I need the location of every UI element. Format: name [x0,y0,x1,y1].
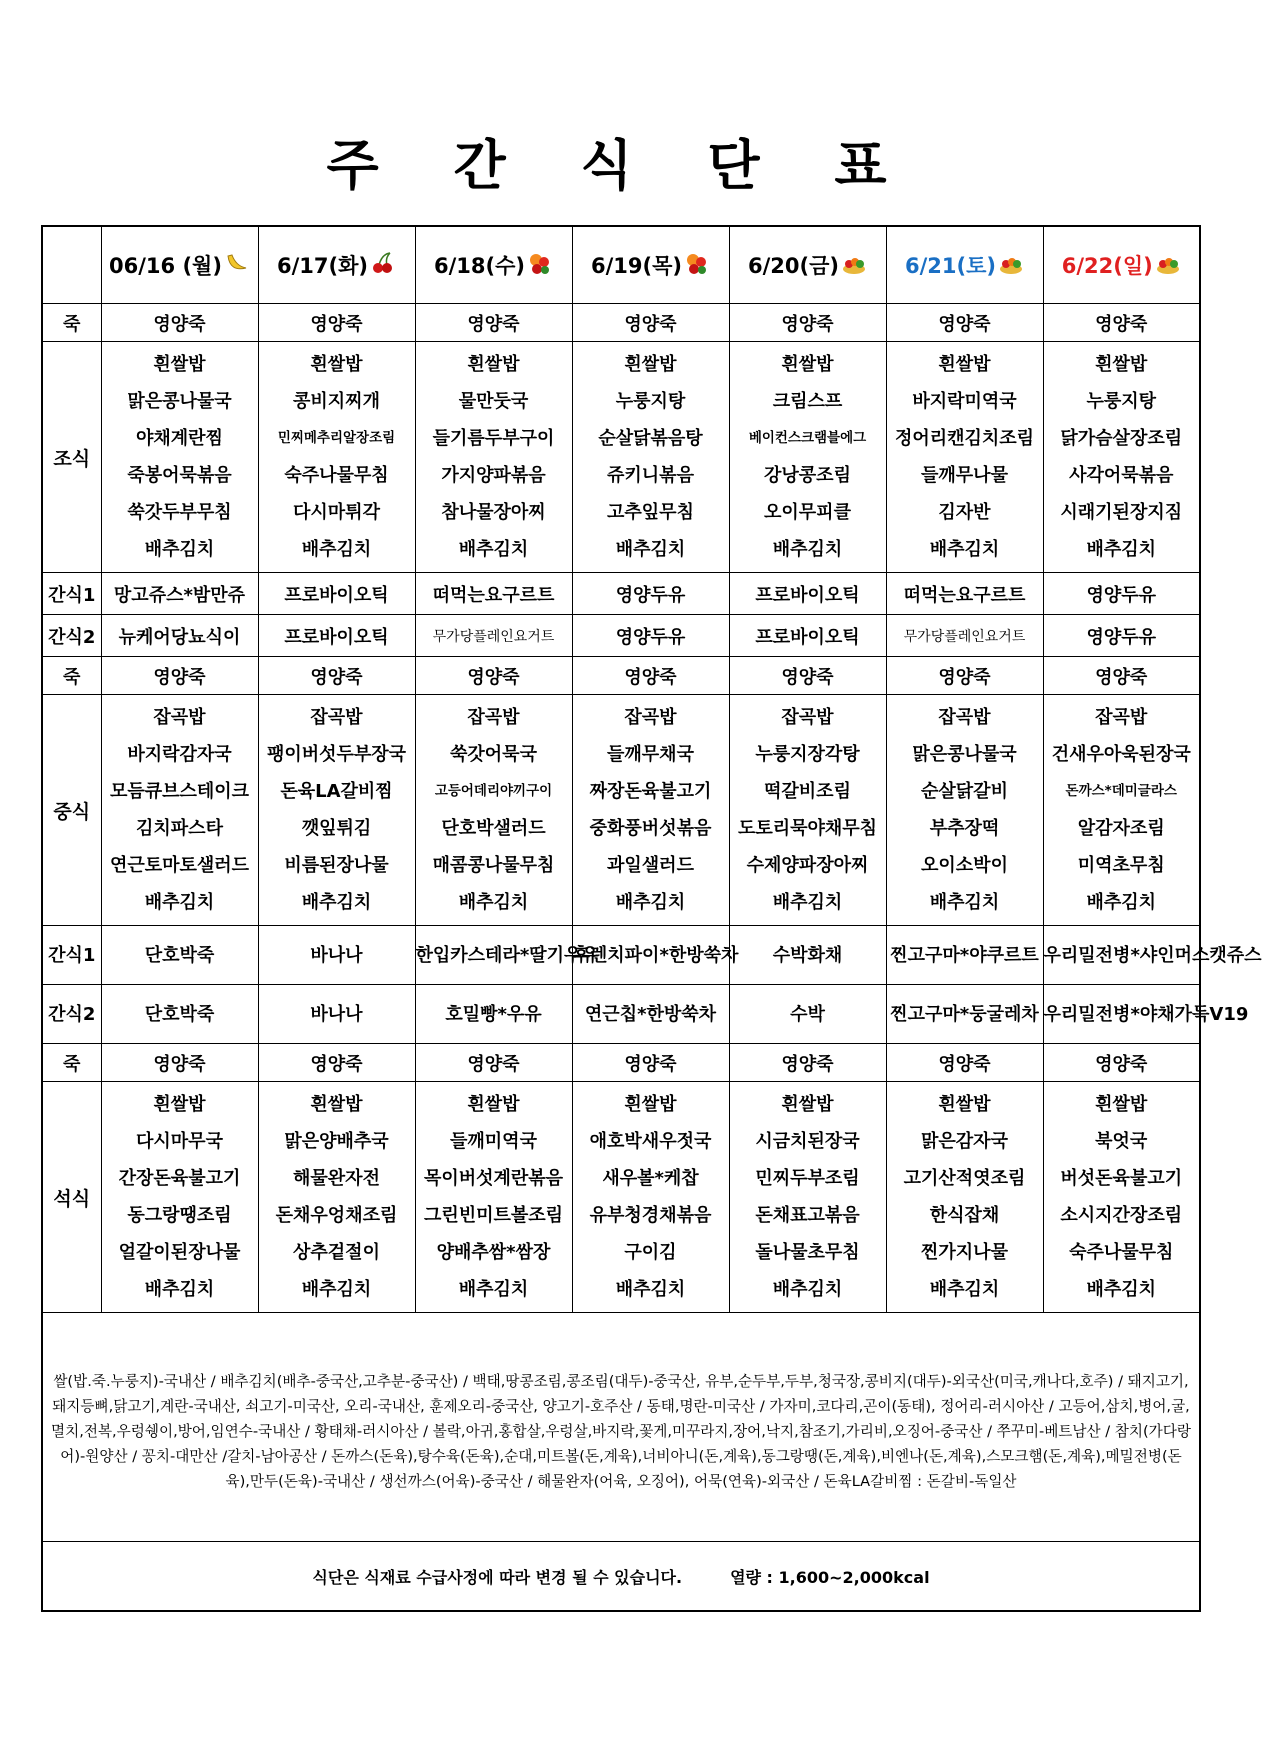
menu-item: 흰쌀밥 [1095,354,1148,375]
menu-item: 배추김치 [1086,539,1157,560]
menu-item: 뉴케어당뇨식이 [101,615,258,657]
menu-item: 돈까스*데미글라스 [1065,783,1177,799]
menu-item: 영양죽 [729,304,886,342]
menu-item: 영양죽 [258,657,415,695]
menu-item: 떠먹는요구르트 [415,573,572,615]
menu-item: 영양죽 [101,657,258,695]
menu-item: 흰쌀밥 [153,1094,206,1115]
menu-item: 팽이버섯두부장국 [266,744,407,765]
menu-item: 영양죽 [258,1044,415,1082]
menu-item: 고추잎무침 [607,502,694,523]
porridge-row [42,1044,1200,1082]
fruit-basket-icon [527,250,553,281]
menu-item: 영양죽 [415,1044,572,1082]
menu-item: 망고쥬스*밤만쥬 [101,573,258,615]
header-row [42,226,1200,304]
menu-item: 정어리캔김치조림 [894,428,1035,449]
menu-item: 동그랑땡조림 [127,1205,232,1226]
menu-item: 잡곡밥 [781,707,834,728]
menu-item: 해물완자전 [293,1168,380,1189]
menu-item: 영양두유 [572,615,729,657]
menu-item: 다시마튀각 [293,502,380,523]
menu-item: 야채계란찜 [136,428,223,449]
menu-item: 수박 [729,985,886,1044]
menu-item: 들깨미역국 [450,1131,537,1152]
menu-item: 배추김치 [458,892,529,913]
menu-item: 강낭콩조림 [764,465,851,486]
menu-item: 단호박죽 [101,926,258,985]
menu-item: 그린빈미트볼조림 [423,1205,564,1226]
menu-item: 시금치된장국 [755,1131,860,1152]
menu-item: 후렌치파이*한방쑥차 [572,926,729,985]
menu-item: 순살닭갈비 [921,781,1008,802]
menu-item: 과일샐러드 [607,855,694,876]
menu-item: 무가당플레인요거트 [415,615,572,657]
dinner-row [42,1082,1200,1313]
menu-item: 흰쌀밥 [310,1094,363,1115]
porridge-row [42,657,1200,695]
menu-item: 잡곡밥 [1095,707,1148,728]
menu-item: 무가당플레인요거트 [886,615,1043,657]
menu-item: 맑은콩나물국 [127,391,232,412]
menu-item: 연근토마토샐러드 [109,855,250,876]
day-meal-cell [415,695,572,926]
menu-item: 프로바이오틱 [258,615,415,657]
menu-item: 한식잡채 [929,1205,1000,1226]
day-header [886,226,1043,304]
menu-item: 배추김치 [929,539,1000,560]
menu-item: 중화풍버섯볶음 [589,818,712,839]
day-header [1043,226,1200,304]
menu-item: 시래기된장지짐 [1060,502,1183,523]
day-header [101,226,258,304]
menu-item: 잡곡밥 [467,707,520,728]
menu-item: 건새우아욱된장국 [1051,744,1191,765]
origin-row [42,1313,1200,1542]
menu-item: 바지락미역국 [912,391,1017,412]
menu-item: 영양두유 [1043,573,1200,615]
menu-item: 물만둣국 [458,391,529,412]
menu-item: 흰쌀밥 [624,354,677,375]
day-meal-cell [572,342,729,573]
row-label: 간식1 [42,573,101,615]
menu-item: 배추김치 [615,892,686,913]
menu-item: 영양죽 [572,1044,729,1082]
menu-item: 돈채표고볶음 [755,1205,860,1226]
menu-item: 간장돈육불고기 [118,1168,241,1189]
corner-cell [42,226,101,304]
menu-item: 고기산적엿조림 [903,1168,1026,1189]
day-date: 06/16 (월) [109,254,222,278]
menu-item: 크림스프 [772,391,843,412]
day-meal-cell [1043,1082,1200,1313]
fruit-bowl-icon [1155,250,1181,281]
menu-item: 쑥갓두부무침 [127,502,232,523]
menu-item: 소시지간장조림 [1060,1205,1183,1226]
menu-item: 김자반 [938,502,991,523]
menu-item: 흰쌀밥 [781,1094,834,1115]
menu-item: 북엇국 [1095,1131,1148,1152]
page-title: 주 간 식 단 표 [326,134,915,197]
row-label: 죽 [42,304,101,342]
day-meal-cell [886,695,1043,926]
menu-item: 떡갈비조림 [764,781,851,802]
menu-item: 순살닭볶음탕 [598,428,703,449]
menu-item: 영양두유 [572,573,729,615]
menu-item: 민찌메추리알장조림 [277,430,396,446]
menu-item: 다시마무국 [136,1131,223,1152]
day-meal-cell [729,695,886,926]
menu-item: 배추김치 [615,539,686,560]
menu-item: 영양죽 [101,304,258,342]
day-meal-cell [572,695,729,926]
menu-item: 흰쌀밥 [1095,1094,1148,1115]
row-label: 석식 [42,1082,101,1313]
menu-item: 연근칩*한방쑥차 [572,985,729,1044]
menu-item: 버섯돈육불고기 [1060,1168,1183,1189]
menu-item: 새우볼*케찹 [602,1168,699,1189]
row-label: 간식1 [42,926,101,985]
day-header [415,226,572,304]
menu-item: 영양죽 [572,657,729,695]
menu-item: 배추김치 [144,1279,215,1300]
menu-item: 배추김치 [458,1279,529,1300]
day-meal-cell [729,342,886,573]
porridge-row [42,304,1200,342]
day-meal-cell [415,1082,572,1313]
menu-item: 영양죽 [258,304,415,342]
menu-item: 부추장떡 [929,818,1000,839]
menu-item: 돈채우엉채조림 [275,1205,398,1226]
day-meal-cell [415,342,572,573]
menu-item: 누룽지탕 [1086,391,1157,412]
day-meal-cell [258,695,415,926]
menu-item: 찐고구마*둥굴레차 [886,985,1043,1044]
menu-item: 배추김치 [301,1279,372,1300]
day-date: 6/22(일) [1061,254,1153,278]
banana-icon [224,250,250,281]
menu-item: 배추김치 [772,1279,843,1300]
menu-item: 매콤콩나물무침 [432,855,555,876]
day-meal-cell [101,1082,258,1313]
snack2_afternoon-row [42,985,1200,1044]
footer-cell [42,1542,1200,1612]
lunch-row [42,695,1200,926]
menu-item: 단호박샐러드 [441,818,546,839]
menu-item: 고등어데리야끼구이 [434,783,553,799]
menu-item: 영양죽 [1043,1044,1200,1082]
menu-item: 배추김치 [301,892,372,913]
menu-item: 민찌두부조림 [755,1168,860,1189]
menu-item: 짜장돈육불고기 [589,781,712,802]
menu-item: 우리밀전병*야채가득V19 [1043,985,1200,1044]
snack2_morning-row [42,615,1200,657]
menu-item: 사각어묵볶음 [1069,465,1174,486]
menu-item: 맑은양배추국 [284,1131,389,1152]
menu-item: 들깨무채국 [607,744,694,765]
menu-item: 오이소박이 [921,855,1008,876]
day-meal-cell [572,1082,729,1313]
day-header [572,226,729,304]
menu-item: 배추김치 [1086,1279,1157,1300]
row-label: 간식2 [42,615,101,657]
menu-item: 돌나물초무침 [755,1242,860,1263]
menu-item: 배추김치 [1086,892,1157,913]
menu-item: 찐가지나물 [921,1242,1008,1263]
menu-item: 깻잎튀김 [301,818,372,839]
row-label: 조식 [42,342,101,573]
day-meal-cell [258,1082,415,1313]
menu-item: 찐고구마*야쿠르트 [886,926,1043,985]
calorie-info: 열량 : 1,600~2,000kcal [730,1567,930,1587]
menu-item: 영양죽 [415,304,572,342]
menu-item: 한입카스테라*딸기우유 [415,926,572,985]
menu-item: 배추김치 [929,892,1000,913]
menu-item: 애호박새우젓국 [589,1131,712,1152]
snack1_afternoon-row [42,926,1200,985]
menu-item: 배추김치 [772,539,843,560]
fruit-bowl-icon [841,250,867,281]
day-date: 6/21(토) [905,254,996,278]
menu-item: 잡곡밥 [153,707,206,728]
menu-item: 흰쌀밥 [310,354,363,375]
menu-item: 목이버섯계란볶음 [423,1168,564,1189]
menu-item: 흰쌀밥 [467,354,520,375]
menu-item: 베이컨스크램블에그 [748,430,867,446]
menu-item: 잡곡밥 [310,707,363,728]
menu-item: 구이김 [624,1242,677,1263]
row-label: 죽 [42,1044,101,1082]
day-meal-cell [101,342,258,573]
menu-item: 떠먹는요구르트 [886,573,1043,615]
day-date: 6/18(수) [434,254,525,278]
menu-item: 배추김치 [929,1279,1000,1300]
menu-item: 프로바이오틱 [258,573,415,615]
change-notice: 식단은 식재료 수급사정에 따라 변경 될 수 있습니다. [312,1567,683,1587]
day-header [258,226,415,304]
menu-item: 얼갈이된장나물 [118,1242,241,1263]
footer-row [42,1542,1200,1612]
day-meal-cell [1043,695,1200,926]
row-label: 죽 [42,657,101,695]
menu-item: 배추김치 [772,892,843,913]
day-meal-cell [729,1082,886,1313]
menu-item: 숙주나물무침 [284,465,389,486]
fruit-basket-icon [684,250,710,281]
menu-item: 영양죽 [572,304,729,342]
menu-item: 배추김치 [458,539,529,560]
row-label: 간식2 [42,985,101,1044]
menu-item: 프로바이오틱 [729,573,886,615]
menu-item: 배추김치 [144,539,215,560]
menu-item: 알감자조림 [1077,818,1165,839]
menu-item: 영양죽 [886,657,1043,695]
row-label: 중식 [42,695,101,926]
menu-item: 영양죽 [101,1044,258,1082]
day-meal-cell [886,342,1043,573]
menu-item: 들깨무나물 [921,465,1008,486]
origin-info: 쌀(밥.죽.누룽지)-국내산 / 배추김치(배추-중국산,고추분-중국산) / 백태,땅콩조림,콩조림(대두)-중국산, 유부,순두부,두부,청국장,콩비지(대두)-외국산(미국,캐나다,호주) / 돼지고기,돼지등뼈,닭고기,계란-국내산, 쇠고기-미국산, 오리-국내산, 훈제오리-중국산, 양고기-호주산 / 동태,명란-미국산 / 가자미,코다리,곤이(동태), 정어리-러시아산 / 고등어,삼치,병어,굴,멸치,전복,우렁쉥이,방어,임연수-국내산 / 황태채-러시아산 / 볼락,아귀,홍합살,우렁살,바지락,꽃게,미꾸라지,장어,낙지,참조기,가리비,오징어-중국산 / 쭈꾸미-베트남산 / 참치(가다랑어)-원양산 / 꽁치-대만산 /갈치-남아공산 / 돈까스(돈육),탕수육(돈육),순대,미트볼(돈,계육),너비아니(돈,계육),동그랑땡(돈,계육),비엔나(돈,계육),스모크햄(돈,계육),메밀전병(돈육),만두(돈육)-국내산 / 생선까스(어육)-중국산 / 해물완자(어육, 오징어), 어묵(연육)-외국산 / 돈육LA갈비찜 : 돈갈비-독일산 [42,1313,1200,1542]
menu-item: 숙주나물무침 [1069,1242,1174,1263]
menu-item: 프로바이오틱 [729,615,886,657]
menu-item: 배추김치 [615,1279,686,1300]
menu-item: 쑥갓어묵국 [450,744,537,765]
menu-item: 가지양파볶음 [441,465,546,486]
menu-item: 누룽지탕 [615,391,686,412]
menu-item: 잡곡밥 [624,707,677,728]
breakfast-row [42,342,1200,573]
menu-item: 도토리묵야채무침 [737,818,878,839]
menu-item: 영양죽 [1043,304,1200,342]
cherry-icon [370,250,396,281]
menu-item: 닭가슴살장조림 [1060,428,1183,449]
menu-item: 누룽지장각탕 [755,744,860,765]
menu-item: 수박화채 [729,926,886,985]
menu-item: 쥬키니볶음 [607,465,694,486]
menu-item: 잡곡밥 [938,707,991,728]
menu-item: 영양두유 [1043,615,1200,657]
menu-item: 죽봉어묵볶음 [127,465,232,486]
day-header [729,226,886,304]
menu-item: 흰쌀밥 [781,354,834,375]
menu-item: 돈육LA갈비찜 [280,781,393,802]
menu-item: 수제양파장아찌 [746,855,869,876]
menu-item: 배추김치 [301,539,372,560]
day-meal-cell [1043,342,1200,573]
menu-item: 흰쌀밥 [938,354,991,375]
menu-item: 흰쌀밥 [624,1094,677,1115]
menu-item: 비름된장나물 [284,855,389,876]
fruit-bowl-icon [998,250,1024,281]
menu-item: 영양죽 [415,657,572,695]
menu-item: 미역초무침 [1077,855,1165,876]
snack1_morning-row [42,573,1200,615]
menu-item: 참나물장아찌 [441,502,546,523]
menu-item: 흰쌀밥 [153,354,206,375]
menu-item: 양배추쌈*쌈장 [436,1242,551,1263]
menu-item: 들기름두부구이 [432,428,555,449]
menu-item: 바나나 [258,985,415,1044]
menu-item: 우리밀전병*샤인머스캣쥬스 [1043,926,1200,985]
menu-item: 흰쌀밥 [938,1094,991,1115]
menu-item: 오이무피클 [764,502,851,523]
day-meal-cell [258,342,415,573]
menu-item: 호밀빵*우유 [415,985,572,1044]
menu-item: 바지락감자국 [127,744,232,765]
day-meal-cell [101,695,258,926]
menu-item: 영양죽 [886,1044,1043,1082]
menu-item: 영양죽 [729,1044,886,1082]
menu-item: 단호박죽 [101,985,258,1044]
menu-item: 모듬큐브스테이크 [109,781,250,802]
menu-item: 유부청경채볶음 [589,1205,712,1226]
menu-item: 맑은감자국 [921,1131,1008,1152]
day-date: 6/19(목) [591,254,682,278]
menu-item: 바나나 [258,926,415,985]
day-meal-cell [886,1082,1043,1313]
menu-item: 영양죽 [1043,657,1200,695]
menu-item: 배추김치 [144,892,215,913]
menu-item: 영양죽 [729,657,886,695]
day-date: 6/17(화) [277,254,368,278]
menu-item: 영양죽 [886,304,1043,342]
menu-item: 김치파스타 [136,818,223,839]
menu-item: 맑은콩나물국 [912,744,1017,765]
menu-item: 상추겉절이 [293,1242,380,1263]
menu-item: 콩비지찌개 [293,391,380,412]
weekly-menu-table [41,225,1262,1612]
day-date: 6/20(금) [748,254,839,278]
menu-item: 흰쌀밥 [467,1094,520,1115]
